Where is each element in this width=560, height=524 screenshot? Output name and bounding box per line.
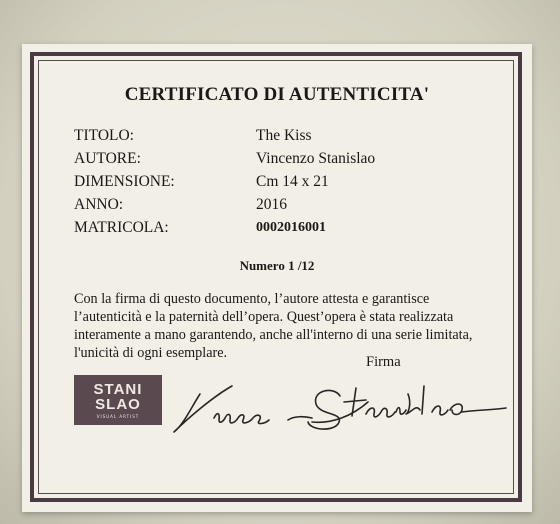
certificate-card	[22, 44, 532, 512]
field-row-matricola	[74, 216, 474, 239]
field-row-anno	[74, 193, 474, 216]
field-value: The Kiss	[256, 127, 312, 144]
field-value: 2016	[256, 196, 287, 213]
field-value: 0002016001	[256, 220, 326, 235]
field-label: MATRICOLA:	[74, 219, 169, 236]
logo-subtext: VISUAL ARTIST	[96, 413, 140, 419]
field-label: ANNO:	[74, 196, 124, 213]
logo-text: STANI SLAO	[93, 380, 143, 413]
field-label: DIMENSIONE:	[74, 173, 175, 190]
field-label: AUTORE:	[74, 150, 141, 167]
field-value: Cm 14 x 21	[256, 173, 329, 190]
field-row-autore	[74, 147, 474, 170]
certificate-border	[30, 52, 522, 502]
field-label: TITOLO:	[74, 127, 134, 144]
field-row-dimensione	[74, 170, 474, 193]
field-value: Vincenzo Stanislao	[256, 150, 376, 167]
field-row-titolo	[74, 124, 474, 147]
edition-number: Numero 1 /12	[239, 258, 315, 273]
certificate-title: CERTIFICATO DI AUTENTICITA'	[124, 84, 430, 105]
signature-label: Firma	[366, 354, 401, 370]
certificate-fields	[74, 124, 474, 239]
certificate-statement: Con la firma di questo documento, l’autore attesta e garantisce l’autenticità e la paternità dell’opera. Quest’opera è stata realizzata interamente a mano garantendo, anche all'interno di una serie limitata, l'unicità di ogni esemplare.	[74, 291, 473, 361]
handwritten-signature	[170, 366, 510, 434]
artist-logo	[74, 375, 162, 425]
